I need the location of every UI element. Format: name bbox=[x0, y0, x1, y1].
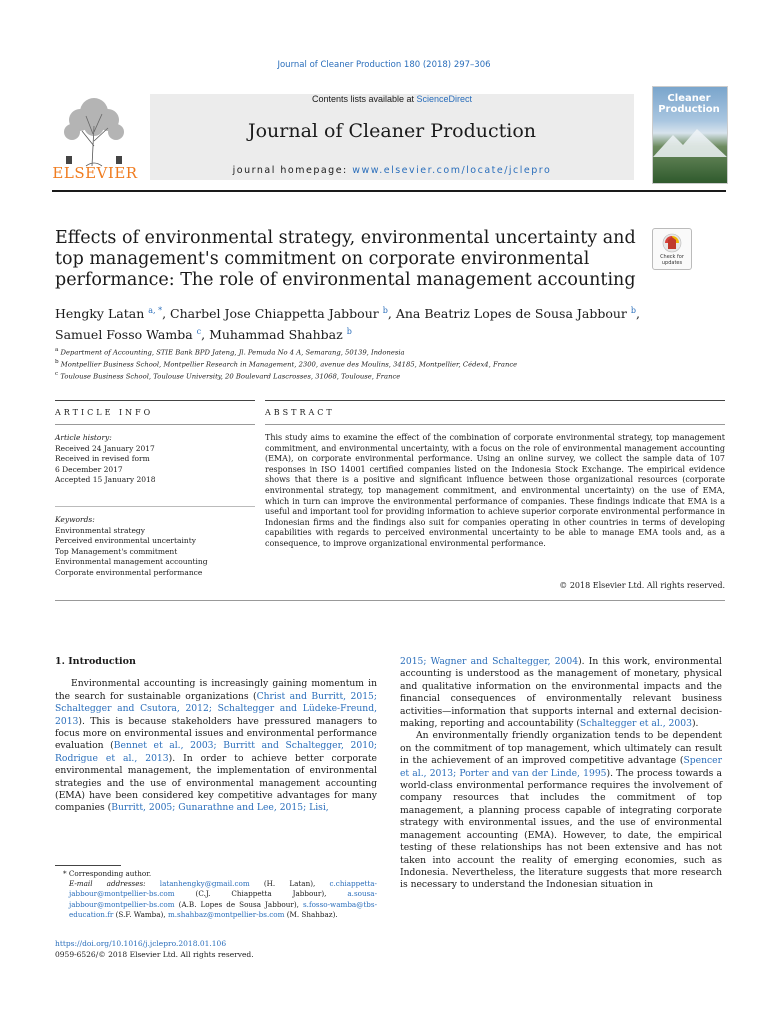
article-info-heading: ARTICLE INFO bbox=[55, 408, 154, 417]
email-link[interactable]: latanhengky@gmail.com bbox=[159, 879, 250, 889]
history-entry: Accepted 15 January 2018 bbox=[55, 475, 156, 484]
citation-link[interactable]: Bennet et al., 2003; Burritt and Schaltegger, 2010; Rodrigue et al., 2013 bbox=[55, 740, 378, 764]
keyword: Perceived environmental uncertainty bbox=[55, 536, 196, 545]
section-title: 1. Introduction bbox=[55, 656, 136, 667]
abstract-top-rule bbox=[265, 400, 725, 401]
doi-block bbox=[55, 938, 254, 960]
author[interactable]: Samuel Fosso Wamba $^c$ bbox=[55, 327, 202, 343]
citation-link[interactable]: 2015; Wagner and Schaltegger, 2004 bbox=[400, 656, 579, 667]
history-entry: Received 24 January 2017 bbox=[55, 443, 155, 453]
homepage-link[interactable]: www.elsevier.com/locate/jclepro bbox=[352, 165, 552, 176]
abstract-text: This study aims to examine the effect of the combination of corporate environmental strategy, top management commitment, and environmental uncertainty, with a focus on the role of environmental management accounting (EMA), on corporate environmental performance. Using an online survey, we collect the sample data of 107 responses in ISO 14001 certified companies listed on the Indonesia Stock Exchange. The empirical evidence shows that there is a positive and significant influence between those organizational resources (corporate environmental strategy, top management commitment, and environmental uncertainty) on the use of EMA, which in turn can improve the environmental performance of companies. These findings indicate that EMA is a useful and important tool for providing information to achieve superior corporate environmental performance in Indonesian firms and the findings also suit for companies operating in other countries in terms of developing capabilities with regards to perceived environmental uncertainty to be able to manage EMA tools and, as a consequence, to improve organizational environmental performance. bbox=[265, 433, 725, 548]
history-entry: Received in revised form bbox=[55, 454, 150, 463]
affiliation: $^b$ Montpellier Business School, Montpellier Research in Management, 2300, avenue des Moulins, 34185, Montpellier, Cédex4, France bbox=[55, 358, 518, 369]
footnote-rule bbox=[55, 865, 121, 866]
email-link[interactable]: s.fosso-wamba@tbs-education.fr bbox=[69, 899, 377, 919]
citation-link[interactable]: Burritt, 2005; Gunarathne and Lee, 2015; Lisi, bbox=[111, 802, 329, 814]
affiliation: $^a$ Department of Accounting, STIE Bank BPD Jateng, Jl. Pemuda No 4 A, Semarang, 50139, Indonesia bbox=[55, 347, 405, 357]
issn-copyright: 0959-6526/© 2018 Elsevier Ltd. All rights reserved. bbox=[55, 950, 254, 959]
abstract-bottom-rule bbox=[55, 600, 725, 601]
contents-line bbox=[150, 94, 634, 104]
footnotes bbox=[55, 869, 377, 920]
history-label: Article history: bbox=[55, 433, 112, 442]
corresponding-author-note: * Corresponding author. bbox=[63, 869, 152, 878]
abstract-heading: ABSTRACT bbox=[265, 408, 335, 417]
journal-homepage-line bbox=[150, 165, 634, 176]
affiliation-list bbox=[55, 346, 715, 381]
info-heading-rule bbox=[55, 424, 255, 425]
doi-link[interactable]: https://doi.org/10.1016/j.jclepro.2018.01.106 bbox=[55, 939, 227, 948]
journal-cover-image[interactable] bbox=[652, 86, 728, 184]
author-list: Hengky Latan $^{a, *}$, Charbel Jose Chiappetta Jabbour $^b$, Ana Beatriz Lopes de Sousa Jabbour $^b$, Samuel Fosso Wamba $^c$, Muhammad Shahbaz $^b$ bbox=[55, 306, 640, 343]
keywords-rule bbox=[55, 506, 255, 507]
author[interactable]: Ana Beatriz Lopes de Sousa Jabbour $^b$ bbox=[395, 306, 637, 322]
abstract-heading-rule bbox=[265, 424, 725, 425]
keyword: Corporate environmental performance bbox=[55, 567, 203, 577]
keyword: Environmental strategy bbox=[55, 525, 145, 535]
citation-link[interactable]: Spencer et al., 2013; Porter and van der Linde, 1995 bbox=[400, 755, 722, 779]
contents-prefix: Contents lists available at bbox=[311, 94, 417, 104]
check-for-updates-label: Check for updates bbox=[660, 254, 684, 266]
crossmark-icon bbox=[662, 233, 682, 253]
citation-link[interactable]: Christ and Burritt, 2015; Schaltegger and Csutora, 2012; Schaltegger and Lüdeke-Freund, 2013 bbox=[55, 690, 377, 727]
cover-title: Cleaner Production bbox=[658, 93, 720, 115]
keyword: Top Management's commitment bbox=[55, 546, 178, 556]
body-paragraph: Environmental accounting is increasingly gaining momentum in the search for sustainable organizations (Christ and Burritt, 2015; Schaltegger and Csutora, 2012; Schaltegger and Lüdeke-Freund, 2013). This is because stakeholders have pressured managers to focus more on environmental issues and environmental performance evaluation (Bennet et al., 2003; Burritt and Schaltegger, 2010; Rodrigue et al., 2013). In order to achieve better corporate environmental management, the implementation of environmental strategies and the use of environmental management accounting (EMA) have been considered key competitive advantages for many companies (Burritt, 2005; Gunarathne and Lee, 2015; Lisi, bbox=[55, 678, 378, 814]
mountain-icon bbox=[653, 127, 727, 157]
header-rule bbox=[52, 190, 726, 192]
info-top-rule bbox=[55, 400, 255, 401]
article-history bbox=[55, 433, 255, 486]
article-title: Effects of environmental strategy, environmental uncertainty and top management's commitment on corporate environmental performance: The role of environmental management accounting bbox=[55, 228, 636, 290]
author[interactable]: Hengky Latan $^{a, *}$ bbox=[55, 306, 163, 322]
email-addresses: E-mail addresses: latanhengky@gmail.com (H. Latan), c.chiappetta-jabbour@montpellier-bs.com (C.J. Chiappetta Jabbour), a.sousa-jabbour@montpellier-bs.com (A.B. Lopes de Sousa Jabbour), s.fosso-wamba@tbs-education.fr (S.F. Wamba), m.shahbaz@montpellier-bs.com (M. Shahbaz). bbox=[69, 879, 377, 919]
body-right-column bbox=[400, 656, 722, 892]
body-paragraph: An environmentally friendly organization tends to be dependent on the commitment of top management, which ultimately can result in the achievement of an improved competitive advantage (Spencer et al., 2013; Porter and van der Linde, 1995). The process towards a world-class environmental performance requires the involvement of company resources that includes the commitment of top management, a planning process capable of integrating corporate strategy with environmental issues, and the use of environmental management accounting (EMA). However, to date, the empirical testing of these relationships has not been extensive and has not taken into account the reality of emerging economies, such as Indonesia. Nevertheless, the literature suggests that more research is necessary to understand the Indonesian situation in bbox=[400, 730, 722, 891]
history-entry: 6 December 2017 bbox=[55, 464, 123, 474]
journal-citation[interactable]: Journal of Cleaner Production 180 (2018) 297–306 bbox=[277, 60, 491, 70]
email-link[interactable]: c.chiappetta-jabbour@montpellier-bs.com bbox=[69, 879, 377, 899]
keywords bbox=[55, 515, 255, 578]
email-link[interactable]: a.sousa-jabbour@montpellier-bs.com bbox=[69, 889, 377, 909]
elsevier-wordmark: ELSEVIER bbox=[52, 164, 138, 182]
sciencedirect-link[interactable]: ScienceDirect bbox=[416, 94, 473, 104]
keyword: Environmental management accounting bbox=[55, 557, 208, 566]
citation-link[interactable]: Schaltegger et al., 2003 bbox=[579, 718, 692, 730]
email-link[interactable]: m.shahbaz@montpellier-bs.com bbox=[167, 909, 285, 919]
body-left-column bbox=[55, 656, 377, 815]
journal-title: Journal of Cleaner Production bbox=[247, 120, 537, 142]
keywords-label: Keywords: bbox=[55, 515, 95, 524]
homepage-prefix: journal homepage: bbox=[232, 165, 353, 176]
check-for-updates-button[interactable] bbox=[652, 228, 692, 270]
author[interactable]: Charbel Jose Chiappetta Jabbour $^b$ bbox=[170, 306, 388, 322]
abstract-copyright: © 2018 Elsevier Ltd. All rights reserved. bbox=[559, 581, 725, 590]
body-paragraph: 2015; Wagner and Schaltegger, 2004). In this work, environmental accounting is understood as the management of monetary, physical and qualitative information on the environmental impacts and the financial consequences of environmentally relevant business activities—information that supports internal and external decision-making, reporting and accountability (Schaltegger et al., 2003). bbox=[400, 656, 722, 730]
affiliation: $^c$ Toulouse Business School, Toulouse University, 20 Boulevard Lascrosses, 31068, Toulouse, France bbox=[55, 370, 401, 380]
author[interactable]: Muhammad Shahbaz $^b$ bbox=[209, 327, 352, 343]
